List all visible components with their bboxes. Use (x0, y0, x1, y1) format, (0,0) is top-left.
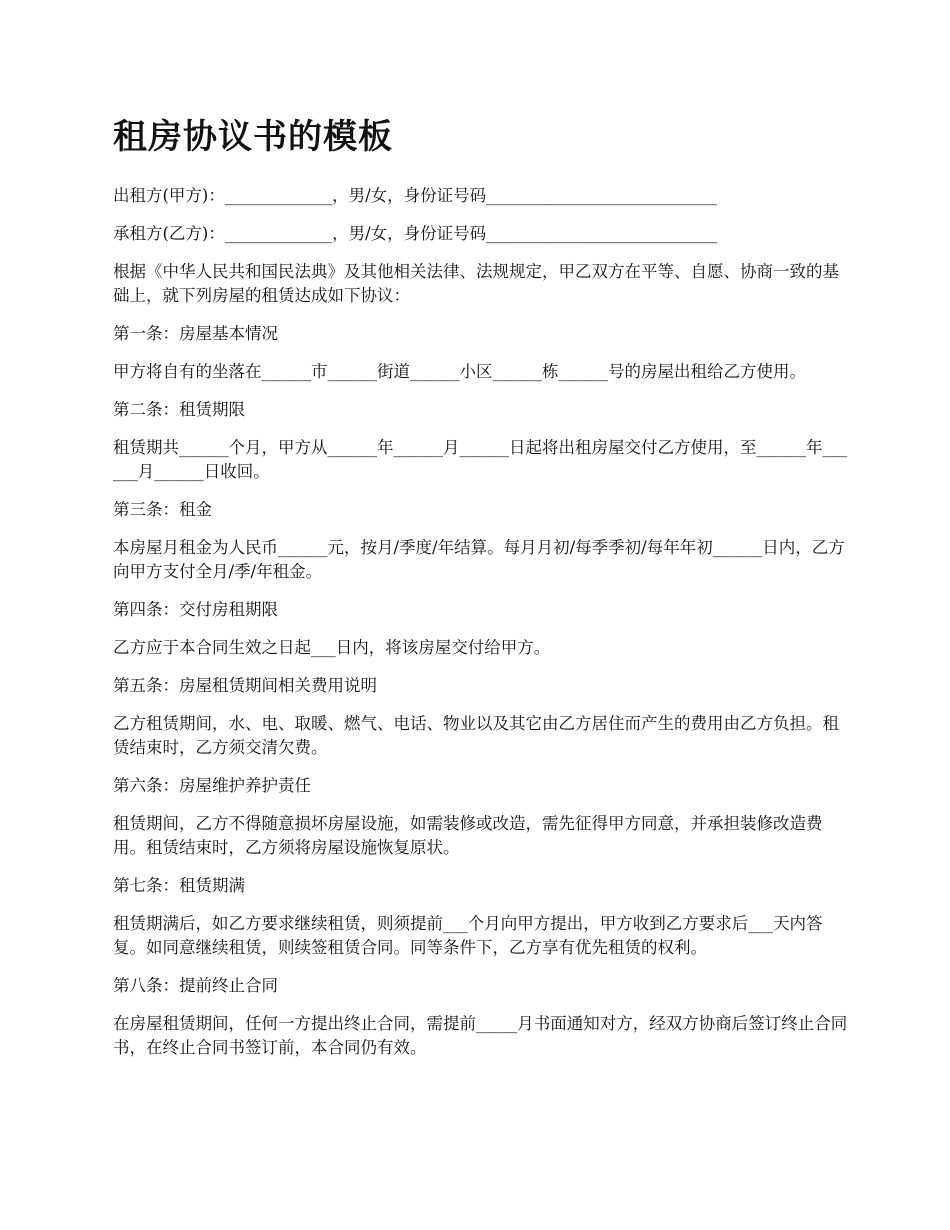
article-3-heading: 第三条：租金 (113, 500, 212, 519)
party-a-line: 出租方(甲方)：_____________，男/女，身份证号码____________________________ (113, 186, 718, 205)
document-page (113, 114, 853, 1074)
article-1-body: 甲方将自有的坐落在______市______街道______小区______栋______号的房屋出租给乙方使用。 (113, 362, 806, 381)
article-8-heading: 第八条：提前终止合同 (113, 976, 278, 995)
article-3-body: 本房屋月租金为人民币______元，按月/季度/年结算。每月月初/每季季初/每年年初______日内，乙方向甲方支付全月/季/年租金。 (113, 538, 845, 581)
preamble: 根据《中华人民共和国民法典》及其他相关法律、法规规定，甲乙双方在平等、自愿、协商一致的基础上，就下列房屋的租赁达成如下协议： (113, 262, 839, 305)
article-1-heading: 第一条：房屋基本情况 (113, 324, 278, 343)
article-4-body: 乙方应于本合同生效之日起___日内，将该房屋交付给甲方。 (113, 638, 551, 657)
article-5-heading: 第五条：房屋租赁期间相关费用说明 (113, 676, 377, 695)
article-4-heading: 第四条：交付房租期限 (113, 600, 278, 619)
party-b-line: 承租方(乙方)：_____________，男/女，身份证号码____________________________ (113, 224, 718, 243)
article-5-body: 乙方租赁期间，水、电、取暖、燃气、电话、物业以及其它由乙方居住而产生的费用由乙方负担。租赁结束时，乙方须交清欠费。 (113, 714, 839, 757)
article-7-heading: 第七条：租赁期满 (113, 876, 245, 895)
article-2-body: 租赁期共______个月，甲方从______年______月______日起将出租房屋交付乙方使用，至______年______月______日收回。 (113, 438, 848, 481)
article-6-heading: 第六条：房屋维护养护责任 (113, 776, 311, 795)
article-6-body: 租赁期间，乙方不得随意损坏房屋设施，如需装修或改造，需先征得甲方同意，并承担装修改造费用。租赁结束时，乙方须将房屋设施恢复原状。 (113, 814, 823, 857)
document-title: 租房协议书的模板 (113, 117, 393, 157)
article-2-heading: 第二条：租赁期限 (113, 400, 245, 419)
article-8-body: 在房屋租赁期间，任何一方提出终止合同，需提前_____月书面通知对方，经双方协商后签订终止合同书，在终止合同书签订前，本合同仍有效。 (113, 1014, 848, 1057)
article-7-body: 租赁期满后，如乙方要求继续租赁，则须提前___个月向甲方提出，甲方收到乙方要求后___天内答复。如同意继续租赁，则续签租赁合同。同等条件下，乙方享有优先租赁的权利。 (113, 914, 823, 957)
